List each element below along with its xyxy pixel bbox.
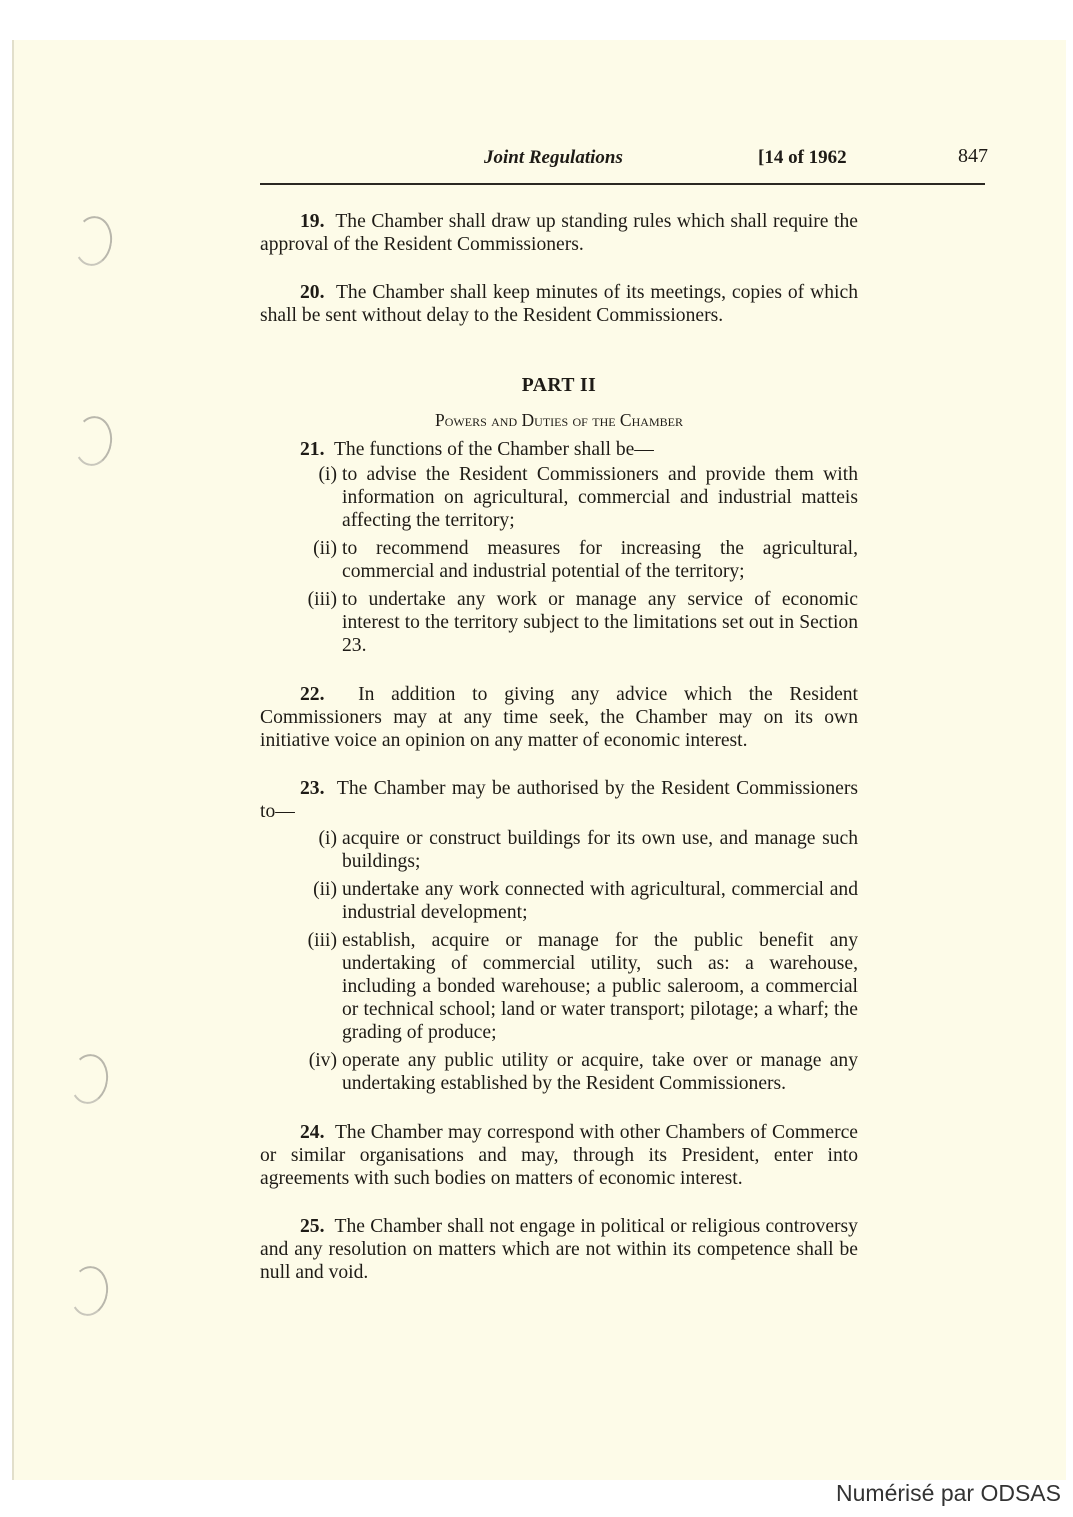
item-text: acquire or construct buildings for its own use, and manage such buildings; xyxy=(342,828,858,872)
list-item xyxy=(260,463,858,532)
item-text: to undertake any work or manage any service of economic interest to the territory subject to the limitations set out in Section 23. xyxy=(342,589,858,656)
section-19 xyxy=(260,210,858,256)
section-number: 25. xyxy=(300,1216,325,1237)
item-text: to recommend measures for increasing the agricultural, commercial and industrial potential of the territory; xyxy=(342,538,858,582)
item-number: (i) xyxy=(318,828,337,849)
section-23 xyxy=(260,777,858,1095)
item-number: (iv) xyxy=(308,1050,337,1071)
punch-hole-icon xyxy=(71,214,116,269)
part-subtitle: Powers and Duties of the Chamber xyxy=(435,410,683,430)
item-text: to advise the Resident Commissioners and provide them with information on agricultural, commercial and industrial matteis affecting the territory; xyxy=(342,464,858,531)
list-item xyxy=(260,827,858,873)
section-lead-text: The functions of the Chamber shall be— xyxy=(333,439,654,460)
document-body xyxy=(260,210,858,1309)
section-lead xyxy=(260,777,858,823)
punch-hole-icon xyxy=(71,414,116,469)
section-lead xyxy=(300,438,858,461)
item-text: undertake any work connected with agricultural, commercial and industrial development; xyxy=(342,879,858,923)
section-number: 21. xyxy=(300,439,325,460)
section-number: 24. xyxy=(300,1122,325,1143)
running-head-act: [14 of 1962 xyxy=(758,147,847,168)
section-21 xyxy=(260,438,858,657)
item-number: (ii) xyxy=(313,879,337,900)
punch-hole-icon xyxy=(67,1264,112,1319)
section-text: The Chamber shall not engage in political or religious controversy and any resolution on matters which are not within its competence shall be null and void. xyxy=(260,1216,858,1283)
section-text: The Chamber may correspond with other Chambers of Commerce or similar organisations and may, through its President, enter into agreements with such bodies on matters of economic interest. xyxy=(260,1122,858,1189)
section-22 xyxy=(260,683,858,752)
page-number: 847 xyxy=(958,145,988,167)
section-text: The Chamber shall keep minutes of its meetings, copies of which shall be sent without delay to the Resident Commissioners. xyxy=(260,282,858,326)
list-item xyxy=(260,537,858,583)
section-lead-text: The Chamber may be authorised by the Resident Commissioners to— xyxy=(260,778,858,822)
part-title: PART II xyxy=(521,375,597,396)
section-number: 20. xyxy=(300,282,325,303)
section-number: 22. xyxy=(300,684,325,705)
punch-hole-icon xyxy=(67,1052,112,1107)
section-number: 23. xyxy=(300,778,325,799)
list-item xyxy=(260,588,858,657)
list-item xyxy=(260,878,858,924)
section-number: 19. xyxy=(300,211,325,232)
section-list xyxy=(260,827,858,1095)
section-24 xyxy=(260,1121,858,1190)
item-number: (i) xyxy=(318,464,337,485)
running-head-title: Joint Regulations xyxy=(484,147,623,168)
digitization-credit: Numérisé par ODSAS xyxy=(836,1480,1061,1506)
section-list xyxy=(260,463,858,657)
header-rule xyxy=(260,183,985,185)
running-head xyxy=(260,143,988,173)
item-text: establish, acquire or manage for the public benefit any undertaking of commercial utility, such as: a warehouse, including a bonded warehouse; a public saleroom, a commercial or technical school; land or water transport; pilotage; a wharf; the grading of produce; xyxy=(342,930,858,1043)
section-text: In addition to giving any advice which the Resident Commissioners may at any time seek, the Chamber may on its own initiative voice an opinion on any matter of economic interest. xyxy=(260,684,859,751)
section-20 xyxy=(260,281,858,327)
item-number: (ii) xyxy=(313,538,337,559)
item-number: (iii) xyxy=(307,589,337,610)
item-number: (iii) xyxy=(307,930,337,951)
item-text: operate any public utility or acquire, take over or manage any undertaking established by the Resident Commissioners. xyxy=(342,1050,858,1094)
list-item xyxy=(260,929,858,1044)
list-item xyxy=(260,1049,858,1095)
section-25 xyxy=(260,1215,858,1284)
section-text: The Chamber shall draw up standing rules which shall require the approval of the Resident Commissioners. xyxy=(260,211,858,255)
